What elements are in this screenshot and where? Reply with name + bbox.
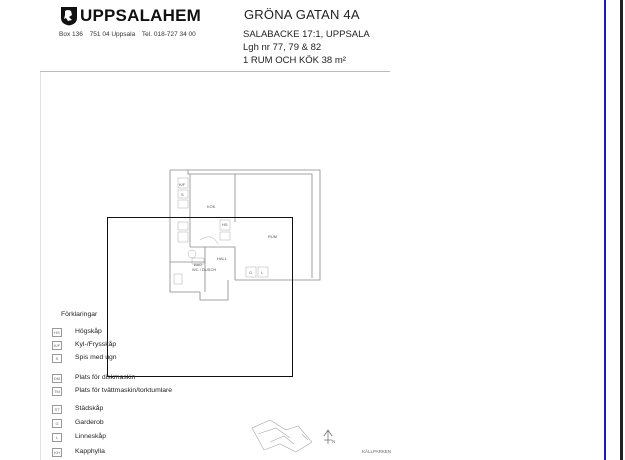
logo-text: UPPSALAHEM bbox=[80, 6, 202, 25]
page-edge-blue bbox=[604, 0, 606, 460]
legend-label: Linneskåp bbox=[75, 433, 106, 440]
tall-cabinet-symbol-icon: HS bbox=[52, 328, 62, 337]
legend-label: Högskåp bbox=[75, 328, 102, 335]
left-margin-line bbox=[40, 72, 41, 460]
kitchen-label: KÖK bbox=[207, 204, 216, 209]
street-label: KÄLLPARKEN bbox=[362, 449, 392, 454]
uppsalahem-logo bbox=[60, 6, 201, 26]
legend-label: Plats för tvättmaskin/torktumlare bbox=[75, 387, 173, 394]
bath-label: BAD bbox=[194, 262, 203, 267]
washing-machine-symbol-icon: TM bbox=[52, 387, 62, 396]
linen-fixture: L bbox=[261, 270, 264, 275]
site-plan bbox=[250, 412, 370, 460]
address-phone: Tel. 018-727 34 00 bbox=[141, 31, 196, 38]
apartment-numbers: Lgh nr 77, 79 & 82 bbox=[243, 42, 322, 53]
address-box: Box 136 bbox=[59, 31, 83, 38]
wardrobe-fixture: G bbox=[249, 270, 253, 275]
address-postal: 751 04 Uppsala bbox=[89, 31, 136, 38]
dishwasher-symbol-icon: DM bbox=[53, 376, 61, 381]
linen-cabinet-symbol-icon: L bbox=[52, 433, 62, 442]
company-address bbox=[59, 31, 201, 38]
legend-item bbox=[52, 341, 117, 350]
legend-label: Plats för diskmaskin bbox=[75, 374, 136, 381]
property-title: GRÖNA GATAN 4A bbox=[244, 7, 360, 22]
fridge-freezer-symbol-icon: K/F bbox=[53, 343, 61, 348]
selection-rectangle[interactable] bbox=[107, 217, 293, 377]
legend-item bbox=[52, 433, 106, 442]
lion-crest-icon bbox=[60, 6, 78, 26]
north-label: N bbox=[332, 439, 336, 444]
cabinet-fixture: HS bbox=[222, 222, 228, 227]
legend-label: Kapphylla bbox=[75, 448, 105, 455]
legend-item bbox=[52, 387, 173, 396]
legend-item bbox=[52, 328, 102, 337]
cleaning-cabinet-symbol-icon: ST bbox=[52, 405, 62, 414]
coat-shelf-symbol-icon: KH bbox=[52, 448, 62, 457]
legend-item bbox=[52, 354, 117, 363]
fridge-fixture: K/F bbox=[179, 182, 186, 187]
page-edge-dark bbox=[620, 0, 623, 460]
wc-label: WC / DUSCH bbox=[192, 267, 217, 272]
legend-item bbox=[52, 419, 104, 428]
legend-label: Kyl-/Frysskåp bbox=[75, 341, 117, 348]
property-info bbox=[243, 28, 370, 67]
apartment-size: 1 RUM OCH KÖK 38 m² bbox=[243, 55, 346, 66]
stove-fixture: S bbox=[181, 192, 184, 197]
property-designation: SALABACKE 17:1, UPPSALA bbox=[243, 29, 370, 40]
header-divider bbox=[40, 71, 390, 72]
legend-label: Städskåp bbox=[75, 405, 104, 412]
room-label: RUM bbox=[268, 234, 278, 239]
legend-item bbox=[52, 405, 104, 414]
legend-label: Garderob bbox=[75, 419, 104, 426]
north-arrow-icon bbox=[324, 430, 332, 444]
legend-item bbox=[52, 448, 105, 457]
stove-symbol-icon: S bbox=[52, 354, 62, 363]
legend-item bbox=[52, 374, 136, 383]
wardrobe-symbol-icon: G bbox=[52, 419, 62, 428]
hall-label: HALL bbox=[217, 256, 228, 261]
legend-label: Spis med ugn bbox=[75, 354, 117, 361]
legend-title: Förklaringar bbox=[61, 311, 98, 318]
